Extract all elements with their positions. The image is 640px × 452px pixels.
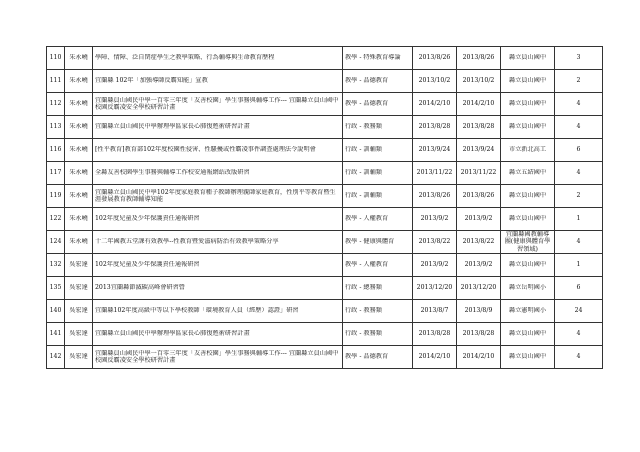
end-date-cell (457, 300, 501, 323)
teacher-name-cell-text: 吳宏達 (69, 284, 88, 292)
hours-cell-text: 4 (576, 100, 581, 108)
table-row (47, 346, 603, 369)
teacher-name-cell (65, 139, 93, 162)
course-title-cell (93, 231, 343, 254)
teacher-name-cell (65, 346, 93, 369)
hours-cell-text: 2 (576, 192, 581, 200)
row-number-cell-text: 142 (49, 353, 62, 361)
start-date-cell-text: 2013/8/26 (418, 192, 451, 200)
start-date-cell-text: 2013/10/2 (418, 77, 451, 85)
organizer-cell (501, 70, 555, 93)
table-row (47, 162, 603, 185)
category-cell (343, 162, 413, 185)
teacher-name-cell (65, 231, 93, 254)
course-title-cell-text: 宜蘭縣立員山國民中學辦理學區家長心肺復甦術研習計畫 (95, 330, 250, 338)
end-date-cell-text: 2013/9/2 (464, 261, 493, 269)
course-title-cell (93, 70, 343, 93)
end-date-cell (457, 323, 501, 346)
row-number-cell (47, 300, 65, 323)
end-date-cell (457, 116, 501, 139)
category-cell (343, 70, 413, 93)
hours-cell (555, 139, 603, 162)
row-number-cell (47, 346, 65, 369)
category-cell-text: 教學 - 人權教育 (345, 215, 389, 223)
organizer-cell (501, 323, 555, 346)
organizer-cell (501, 208, 555, 231)
table-row (47, 139, 603, 162)
table-row (47, 231, 603, 254)
teacher-name-cell-text: 朱永嶢 (69, 169, 88, 177)
row-number-cell-text: 124 (49, 238, 62, 246)
teacher-name-cell-text: 吳宏達 (69, 307, 88, 315)
row-number-cell (47, 277, 65, 300)
start-date-cell-text: 2014/2/10 (418, 100, 451, 108)
row-number-cell-text: 119 (49, 192, 62, 200)
teacher-name-cell (65, 254, 93, 277)
hours-cell-text: 24 (574, 307, 583, 315)
teacher-name-cell-text: 朱永嶢 (69, 238, 88, 246)
hours-cell-text: 1 (576, 261, 581, 269)
row-number-cell-text: 113 (49, 123, 62, 131)
row-number-cell-text: 122 (49, 215, 62, 223)
course-title-cell-text: 102年度兒童及少年保護責任通報研習 (95, 215, 200, 223)
organizer-cell (501, 185, 555, 208)
category-cell (343, 208, 413, 231)
organizer-cell-text: 縣立員山國中 (508, 353, 547, 361)
organizer-cell-text: 縣立憲明國小 (508, 307, 547, 315)
course-title-cell (93, 323, 343, 346)
end-date-cell-text: 2013/11/22 (460, 169, 497, 177)
teacher-name-cell-text: 吳宏達 (69, 261, 88, 269)
start-date-cell (413, 254, 457, 277)
end-date-cell (457, 70, 501, 93)
organizer-cell (501, 300, 555, 323)
hours-cell-text: 4 (576, 238, 581, 246)
teacher-name-cell-text: 朱永嶢 (69, 77, 88, 85)
teacher-name-cell (65, 185, 93, 208)
row-number-cell-text: 111 (49, 77, 62, 85)
category-cell (343, 47, 413, 70)
teacher-name-cell-text: 吳宏達 (69, 353, 88, 361)
organizer-cell (501, 231, 555, 254)
hours-cell (555, 323, 603, 346)
start-date-cell (413, 162, 457, 185)
table-body (47, 47, 603, 369)
hours-cell (555, 93, 603, 116)
training-table (46, 46, 603, 369)
end-date-cell (457, 139, 501, 162)
teacher-name-cell-text: 朱永嶢 (69, 192, 88, 200)
end-date-cell-text: 2013/8/26 (462, 192, 495, 200)
teacher-name-cell (65, 208, 93, 231)
hours-cell (555, 162, 603, 185)
start-date-cell (413, 93, 457, 116)
course-title-cell-text: 十二年國教五堂課有效教學--性教育暨愛滋病防治有效教學策略分享 (95, 238, 279, 246)
end-date-cell (457, 346, 501, 369)
end-date-cell-text: 2013/8/22 (462, 238, 495, 246)
row-number-cell (47, 162, 65, 185)
course-title-cell-text: 宜蘭縣 102年「加強導師反霸知能」宣教 (95, 77, 208, 85)
table-row (47, 300, 603, 323)
organizer-cell (501, 254, 555, 277)
end-date-cell (457, 231, 501, 254)
hours-cell-text: 4 (576, 353, 581, 361)
end-date-cell (457, 277, 501, 300)
row-number-cell (47, 139, 65, 162)
teacher-name-cell (65, 162, 93, 185)
start-date-cell (413, 323, 457, 346)
end-date-cell (457, 162, 501, 185)
teacher-name-cell-text: 朱永嶢 (69, 100, 88, 108)
course-title-cell-text: 2013宜蘭縣節滅碳高峰會研習營 (95, 284, 185, 292)
category-cell-text: 教學 - 健康與體育 (345, 238, 395, 246)
start-date-cell-text: 2014/2/10 (418, 353, 451, 361)
hours-cell (555, 277, 603, 300)
teacher-name-cell (65, 300, 93, 323)
organizer-cell (501, 346, 555, 369)
start-date-cell (413, 116, 457, 139)
hours-cell (555, 346, 603, 369)
row-number-cell-text: 112 (49, 100, 62, 108)
organizer-cell-text: 縣立員山國中 (508, 215, 547, 223)
row-number-cell-text: 140 (49, 307, 62, 315)
teacher-name-cell (65, 93, 93, 116)
organizer-cell (501, 47, 555, 70)
organizer-cell (501, 116, 555, 139)
row-number-cell-text: 135 (49, 284, 62, 292)
course-title-cell-text: 宜蘭縣員山國民中學一百零三年度「友善校園」學生事務與輔導工作--- 宜蘭縣立員山國中校園反霸凌安全學校研習計畫 (95, 349, 339, 364)
end-date-cell-text: 2013/12/20 (460, 284, 497, 292)
table-row (47, 47, 603, 70)
organizer-cell-text: 縣立員山國中 (508, 192, 547, 200)
table-row (47, 185, 603, 208)
course-title-cell (93, 116, 343, 139)
start-date-cell (413, 231, 457, 254)
category-cell-text: 行政 - 總務類 (345, 284, 382, 292)
end-date-cell-text: 2013/8/9 (464, 307, 493, 315)
hours-cell (555, 254, 603, 277)
hours-cell-text: 1 (576, 215, 581, 223)
course-title-cell (93, 300, 343, 323)
start-date-cell-text: 2013/8/7 (420, 307, 449, 315)
course-title-cell (93, 93, 343, 116)
course-title-cell (93, 254, 343, 277)
category-cell (343, 346, 413, 369)
end-date-cell-text: 2013/9/2 (464, 215, 493, 223)
teacher-name-cell (65, 323, 93, 346)
training-record-sheet (46, 46, 602, 369)
hours-cell-text: 4 (576, 123, 581, 131)
row-number-cell-text: 141 (49, 330, 62, 338)
category-cell-text: 行政 - 教務類 (345, 123, 382, 131)
row-number-cell-text: 117 (49, 169, 62, 177)
category-cell (343, 139, 413, 162)
course-title-cell-text: [性平教育]教育部102年度校園性侵害、性騷擾或性霸凌事件調查處理法令說明會 (95, 146, 316, 154)
end-date-cell-text: 2013/9/24 (462, 146, 495, 154)
start-date-cell-text: 2013/11/22 (416, 169, 453, 177)
category-cell-text: 行政 - 訓輔類 (345, 146, 382, 154)
organizer-cell (501, 277, 555, 300)
row-number-cell-text: 110 (49, 54, 62, 62)
end-date-cell (457, 208, 501, 231)
category-cell-text: 行政 - 教務類 (345, 330, 382, 338)
hours-cell-text: 2 (576, 77, 581, 85)
hours-cell (555, 116, 603, 139)
row-number-cell (47, 47, 65, 70)
start-date-cell (413, 300, 457, 323)
course-title-cell-text: 102年度兒童及少年保護責任通報研習 (95, 261, 200, 269)
start-date-cell (413, 139, 457, 162)
category-cell (343, 93, 413, 116)
hours-cell (555, 208, 603, 231)
category-cell-text: 教學 - 品德教育 (345, 77, 389, 85)
course-title-cell-text: 宜蘭縣立員山國民中學102年度家庭教育種子教師辦理親師家庭教育，性別平等教育暨生涯發展教育教師輔導知能 (95, 188, 336, 203)
table-row (47, 208, 603, 231)
teacher-name-cell-text: 朱永嶢 (69, 123, 88, 131)
row-number-cell-text: 132 (49, 261, 62, 269)
course-title-cell (93, 47, 343, 70)
organizer-cell (501, 93, 555, 116)
row-number-cell (47, 231, 65, 254)
teacher-name-cell (65, 70, 93, 93)
course-title-cell (93, 185, 343, 208)
category-cell (343, 254, 413, 277)
start-date-cell (413, 208, 457, 231)
category-cell-text: 行政 - 訓輔類 (345, 169, 382, 177)
end-date-cell-text: 2013/8/28 (462, 330, 495, 338)
course-title-cell (93, 346, 343, 369)
category-cell-text: 教學 - 特殊教育導論 (345, 54, 401, 62)
row-number-cell (47, 93, 65, 116)
category-cell-text: 行政 - 教務類 (345, 307, 382, 315)
category-cell-text: 教學 - 品德教育 (345, 100, 389, 108)
hours-cell (555, 70, 603, 93)
teacher-name-cell-text: 朱永嶢 (69, 146, 88, 154)
category-cell (343, 116, 413, 139)
start-date-cell-text: 2013/8/28 (418, 330, 451, 338)
hours-cell (555, 185, 603, 208)
organizer-cell-text: 縣立員山國中 (508, 123, 547, 131)
teacher-name-cell (65, 47, 93, 70)
end-date-cell-text: 2014/2/10 (462, 353, 495, 361)
row-number-cell (47, 208, 65, 231)
end-date-cell (457, 185, 501, 208)
end-date-cell (457, 254, 501, 277)
teacher-name-cell-text: 朱永嶢 (69, 54, 88, 62)
teacher-name-cell (65, 116, 93, 139)
organizer-cell-text: 市立新北高工 (508, 146, 547, 154)
organizer-cell-text: 縣立員山國中 (508, 261, 547, 269)
start-date-cell (413, 185, 457, 208)
start-date-cell-text: 2013/9/24 (418, 146, 451, 154)
course-title-cell (93, 208, 343, 231)
row-number-cell (47, 323, 65, 346)
start-date-cell-text: 2013/8/28 (418, 123, 451, 131)
table-row (47, 70, 603, 93)
organizer-cell-text: 縣立五結國中 (508, 169, 547, 177)
hours-cell (555, 231, 603, 254)
teacher-name-cell-text: 朱永嶢 (69, 215, 88, 223)
table-row (47, 277, 603, 300)
end-date-cell-text: 2013/10/2 (462, 77, 495, 85)
course-title-cell (93, 139, 343, 162)
course-title-cell-text: 宜蘭縣102年度高級中等以下學校教師「環境教育人員（經歷）認證」研習 (95, 307, 299, 315)
row-number-cell (47, 70, 65, 93)
end-date-cell-text: 2013/8/26 (462, 54, 495, 62)
organizer-cell (501, 139, 555, 162)
start-date-cell-text: 2013/8/26 (418, 54, 451, 62)
organizer-cell-text: 縣立員山國中 (508, 77, 547, 85)
row-number-cell (47, 185, 65, 208)
course-title-cell-text: 宜蘭縣員山國民中學一百零三年度「友善校園」學生事務與輔導工作--- 宜蘭縣立員山國中校園反霸凌安全學校研習計畫 (95, 96, 339, 111)
category-cell (343, 185, 413, 208)
hours-cell-text: 6 (576, 146, 581, 154)
row-number-cell-text: 116 (49, 146, 62, 154)
end-date-cell (457, 47, 501, 70)
table-row (47, 323, 603, 346)
start-date-cell (413, 70, 457, 93)
teacher-name-cell-text: 吳宏達 (69, 330, 88, 338)
hours-cell-text: 4 (576, 330, 581, 338)
category-cell (343, 277, 413, 300)
start-date-cell-text: 2013/8/22 (418, 238, 451, 246)
start-date-cell (413, 47, 457, 70)
end-date-cell (457, 93, 501, 116)
end-date-cell-text: 2014/2/10 (462, 100, 495, 108)
start-date-cell (413, 346, 457, 369)
category-cell (343, 300, 413, 323)
end-date-cell-text: 2013/8/28 (462, 123, 495, 131)
hours-cell-text: 6 (576, 284, 581, 292)
organizer-cell-text: 縣立員山國中 (508, 54, 547, 62)
course-title-cell-text: 學障、情障、泛自閉症學生之教學策略、行為輔導與生命教育歷程 (95, 54, 275, 62)
organizer-cell-text: 縣立員山國中 (508, 330, 547, 338)
table-row (47, 254, 603, 277)
category-cell (343, 323, 413, 346)
start-date-cell (413, 277, 457, 300)
organizer-cell-text: 縣立員山國中 (508, 100, 547, 108)
category-cell (343, 231, 413, 254)
organizer-cell-text: 宜蘭縣國教輔導團(健康與體育學習領域) (504, 231, 551, 253)
course-title-cell-text: 全縣友善校園學生事務與輔導工作校安通報網站改版研習 (95, 169, 250, 177)
course-title-cell (93, 162, 343, 185)
start-date-cell-text: 2013/9/2 (420, 215, 449, 223)
start-date-cell-text: 2013/9/2 (420, 261, 449, 269)
row-number-cell (47, 254, 65, 277)
hours-cell-text: 4 (576, 169, 581, 177)
table-row (47, 93, 603, 116)
category-cell-text: 教學 - 品德教育 (345, 353, 389, 361)
organizer-cell-text: 縣立岳明國小 (508, 284, 547, 292)
hours-cell-text: 3 (576, 54, 581, 62)
table-row (47, 116, 603, 139)
hours-cell (555, 300, 603, 323)
organizer-cell (501, 162, 555, 185)
hours-cell (555, 47, 603, 70)
course-title-cell (93, 277, 343, 300)
start-date-cell-text: 2013/12/20 (416, 284, 453, 292)
category-cell-text: 教學 - 人權教育 (345, 261, 389, 269)
course-title-cell-text: 宜蘭縣立員山國民中學辦理學區家長心肺復甦術研習計畫 (95, 123, 250, 131)
category-cell-text: 行政 - 訓輔類 (345, 192, 382, 200)
row-number-cell (47, 116, 65, 139)
teacher-name-cell (65, 277, 93, 300)
